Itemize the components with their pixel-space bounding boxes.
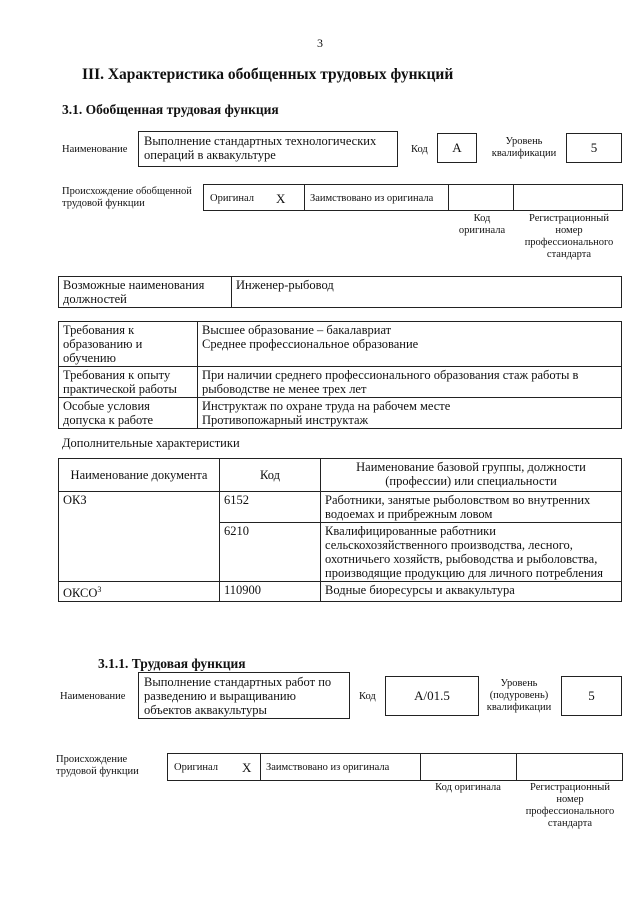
footnote-marker: 3 (97, 585, 102, 594)
requirement-line: Противопожарный инструктаж (202, 413, 369, 427)
tf-origin-label: Происхождение трудовой функции (56, 754, 139, 777)
tf-level-label: Уровень (подуровень) квалификации (486, 678, 552, 713)
tf-level-value: 5 (588, 688, 595, 703)
table-header-row (59, 459, 622, 492)
gtf-origin-table (203, 184, 623, 211)
gtf-heading: 3.1. Обобщенная трудовая функция (62, 102, 279, 117)
tf-code-box (385, 676, 479, 716)
requirement-value (198, 398, 622, 429)
name-cell: Квалифицированные работники сельскохозяйственного производства, лесного, охотничьего хозяйств, рыбоводства и рыболовства, производящие продукцию для личного потребления (321, 523, 622, 582)
doc-cell (59, 582, 220, 602)
code-cell: 6152 (220, 492, 321, 523)
column-header: Наименование документа (59, 459, 220, 492)
tf-name-label: Наименование (60, 691, 126, 702)
section-title: III. Характеристика обобщенных трудовых функций (82, 66, 454, 83)
name-cell: Водные биоресурсы и аквакультура (321, 582, 622, 602)
tf-original-mark: Х (242, 760, 252, 775)
tf-heading: 3.1.1. Трудовая функция (98, 656, 246, 671)
code-cell: 6210 (220, 523, 321, 582)
tf-name-box (138, 672, 350, 719)
gtf-name-box (138, 131, 398, 167)
tf-code-original-label: Код оригинала (435, 782, 501, 793)
column-header: Наименование базовой группы, должности (профессии) или специальности (321, 459, 622, 492)
doc-text: ОКСО (63, 586, 98, 601)
tf-original-label: Оригинал (174, 762, 218, 773)
requirement-line: Высшее образование – бакалавриат (202, 323, 392, 337)
table-row (59, 492, 622, 523)
gtf-name-label: Наименование (62, 144, 128, 155)
requirements-table (58, 321, 622, 429)
page-number: 3 (317, 36, 323, 50)
name-cell: Работники, занятые рыболовством во внутренних водоемах и прибрежным ловом (321, 492, 622, 523)
column-header: Код (220, 459, 321, 492)
additional-table (58, 458, 622, 602)
table-row (59, 582, 622, 602)
doc-cell: ОКЗ (59, 492, 220, 582)
tf-borrowed-label: Заимствовано из оригинала (266, 762, 390, 773)
requirement-value (198, 367, 622, 398)
requirement-line: Инструктаж по охране труда на рабочем месте (202, 399, 451, 413)
tf-code-value: А/01.5 (414, 688, 450, 703)
tf-code-label: Код (359, 691, 376, 702)
gtf-original-label: Оригинал (210, 193, 254, 204)
requirement-label: Требования к образованию и обучению (59, 322, 198, 367)
positions-value: Инженер-рыбовод (232, 277, 622, 308)
positions-table (58, 276, 622, 308)
positions-label: Возможные наименования должностей (59, 277, 232, 308)
requirement-label: Требования к опыту практической работы (59, 367, 198, 398)
gtf-level-box (566, 133, 622, 163)
gtf-original-mark: Х (276, 191, 286, 206)
gtf-name-value: Выполнение стандартных технологических операций в аквакультуре (144, 134, 377, 162)
gtf-origin-label: Происхождение обобщенной трудовой функции (62, 186, 192, 209)
tf-level-box (561, 676, 622, 716)
requirement-line: При наличии среднего профессионального образования стаж работы в рыбоводстве не менее трех лет (202, 368, 579, 396)
gtf-code-label: Код (411, 144, 428, 155)
gtf-code-value: А (452, 140, 462, 155)
tf-name-value: Выполнение стандартных работ по разведению и выращиванию объектов аквакультуры (144, 675, 332, 717)
table-row (59, 398, 622, 429)
gtf-code-original-label: Код оригинала (458, 213, 506, 236)
requirement-line: Среднее профессиональное образование (202, 337, 419, 351)
code-cell: 110900 (220, 582, 321, 602)
gtf-level-label: Уровень квалификации (491, 136, 557, 159)
tf-origin-table (167, 753, 623, 781)
table-row (59, 367, 622, 398)
requirement-value (198, 322, 622, 367)
table-row (59, 322, 622, 367)
additional-heading: Дополнительные характеристики (62, 436, 240, 450)
gtf-code-box (437, 133, 477, 163)
gtf-reg-number-label: Регистрационный номер профессионального стандарта (524, 213, 614, 260)
gtf-level-value: 5 (590, 140, 598, 155)
gtf-borrowed-label: Заимствовано из оригинала (310, 193, 434, 204)
tf-reg-number-label: Регистрационный номер профессионального стандарта (525, 782, 615, 829)
requirement-label: Особые условия допуска к работе (59, 398, 198, 429)
